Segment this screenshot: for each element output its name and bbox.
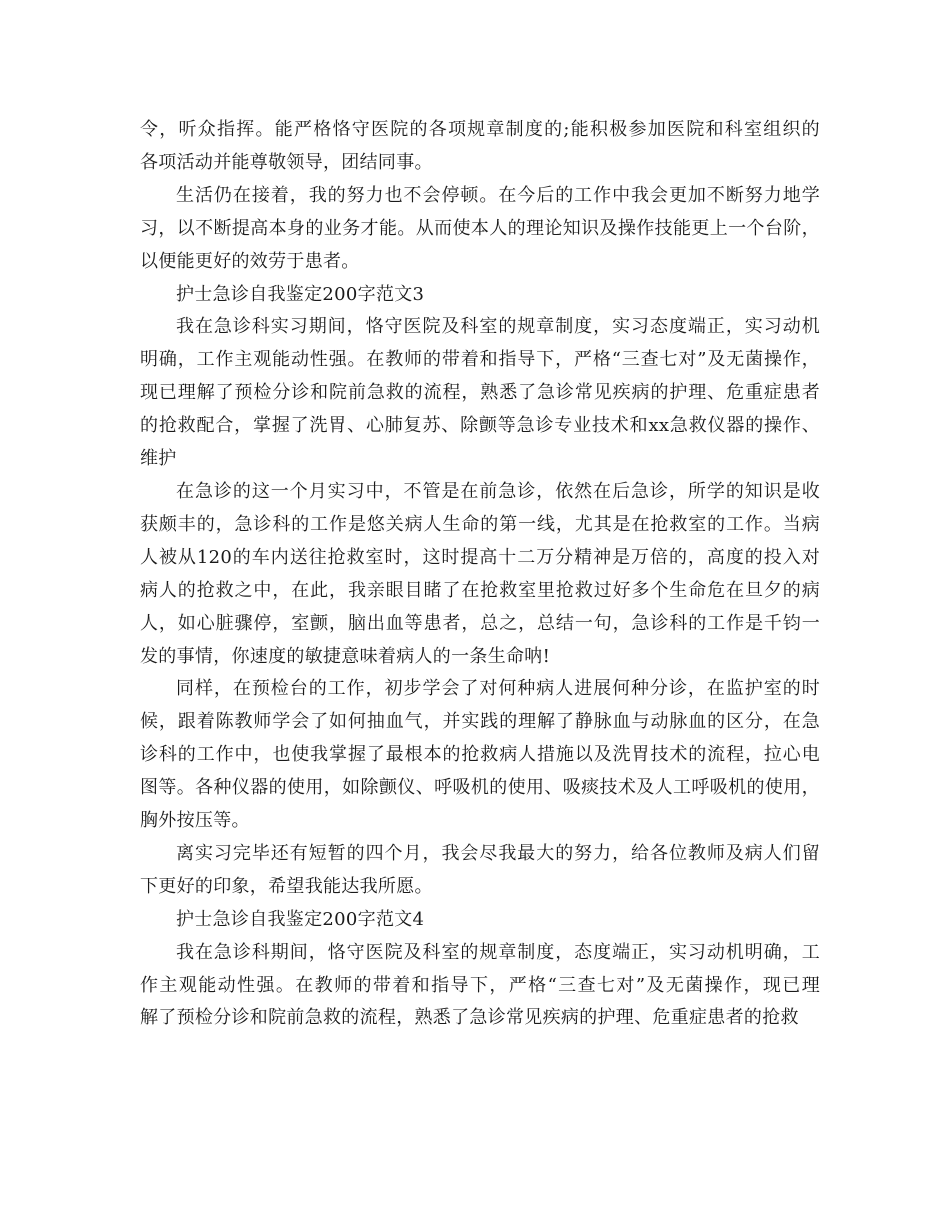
text-line: 护士急诊自我鉴定200字范文3 [176, 283, 425, 305]
text-line: 维护 [140, 448, 177, 470]
section-heading [140, 279, 820, 312]
text-line: 解了预检分诊和院前急救的流程，熟悉了急诊常见疾病的护理、危重症患者的抢救 [140, 1007, 799, 1029]
text-line: 获颇丰的，急诊科的工作是悠关病人生命的第一线，尤其是在抢救室的工作。当病 [140, 513, 820, 535]
paragraph [140, 673, 820, 838]
text-line: 习，以不断提高本身的业务才能。从而使本人的理论知识及操作技能更上一个台阶， [140, 217, 820, 239]
paragraph [140, 838, 820, 904]
text-line: 以便能更好的效劳于患者。 [140, 250, 360, 272]
text-line: 同样，在预检台的工作，初步学会了对何种病人进展何种分诊，在监护室的时 [176, 678, 820, 700]
text-line: 各项活动并能尊敬领导，团结同事。 [140, 151, 433, 173]
paragraph [140, 180, 820, 279]
text-line: 现已理解了预检分诊和院前急救的流程，熟悉了急诊常见疾病的护理、危重症患者 [140, 382, 820, 404]
paragraph [140, 937, 820, 1036]
text-line: 我在急诊科实习期间，恪守医院及科室的规章制度，实习态度端正，实习动机 [176, 316, 820, 338]
text-line: 图等。各种仪器的使用，如除颤仪、呼吸机的使用、吸痰技术及人工呼吸机的使用， [140, 777, 820, 799]
text-line: 候，跟着陈教师学会了如何抽血气，并实践的理解了静脉血与动脉血的区分，在急 [140, 711, 820, 733]
paragraph [140, 476, 820, 673]
text-line: 发的事情，你速度的敏捷意味着病人的一条生命呐! [140, 645, 551, 667]
text-line: 病人的抢救之中，在此，我亲眼目睹了在抢救室里抢救过好多个生命危在旦夕的病 [140, 579, 820, 601]
text-line: 人，如心脏骤停，室颤，脑出血等患者，总之，总结一句，急诊科的工作是千钧一 [140, 612, 820, 634]
text-line: 生活仍在接着，我的努力也不会停顿。在今后的工作中我会更加不断努力地学 [176, 184, 820, 206]
text-line: 明确，工作主观能动性强。在教师的带着和指导下，严格“三查七对”及无菌操作， [140, 349, 820, 371]
text-line: 离实习完毕还有短暂的四个月，我会尽我最大的努力，给各位教师及病人们留 [176, 842, 820, 864]
text-line: 胸外按压等。 [140, 810, 250, 832]
paragraph [140, 311, 820, 476]
paragraph [140, 114, 820, 180]
text-line: 作主观能动性强。在教师的带着和指导下，严格“三查七对”及无菌操作，现已理 [140, 974, 820, 996]
text-line: 下更好的印象，希望我能达我所愿。 [140, 875, 433, 897]
document-body [140, 114, 820, 1035]
text-line: 在急诊的这一个月实习中，不管是在前急诊，依然在后急诊，所学的知识是收 [176, 480, 820, 502]
section-heading [140, 904, 820, 937]
text-line: 诊科的工作中，也使我掌握了最根本的抢救病人措施以及洗胃技术的流程，拉心电 [140, 744, 820, 766]
text-line: 令，听众指挥。能严格恪守医院的各项规章制度的;能积极参加医院和科室组织的 [140, 119, 820, 140]
text-line: 护士急诊自我鉴定200字范文4 [176, 908, 425, 930]
text-line: 的抢救配合，掌握了洗胃、心肺复苏、除颤等急诊专业技术和xx急救仪器的操作、 [140, 415, 820, 437]
text-line: 人被从120的车内送往抢救室时，这时提高十二万分精神是万倍的，高度的投入对 [140, 546, 820, 568]
text-line: 我在急诊科期间，恪守医院及科室的规章制度，态度端正，实习动机明确，工 [176, 941, 820, 963]
